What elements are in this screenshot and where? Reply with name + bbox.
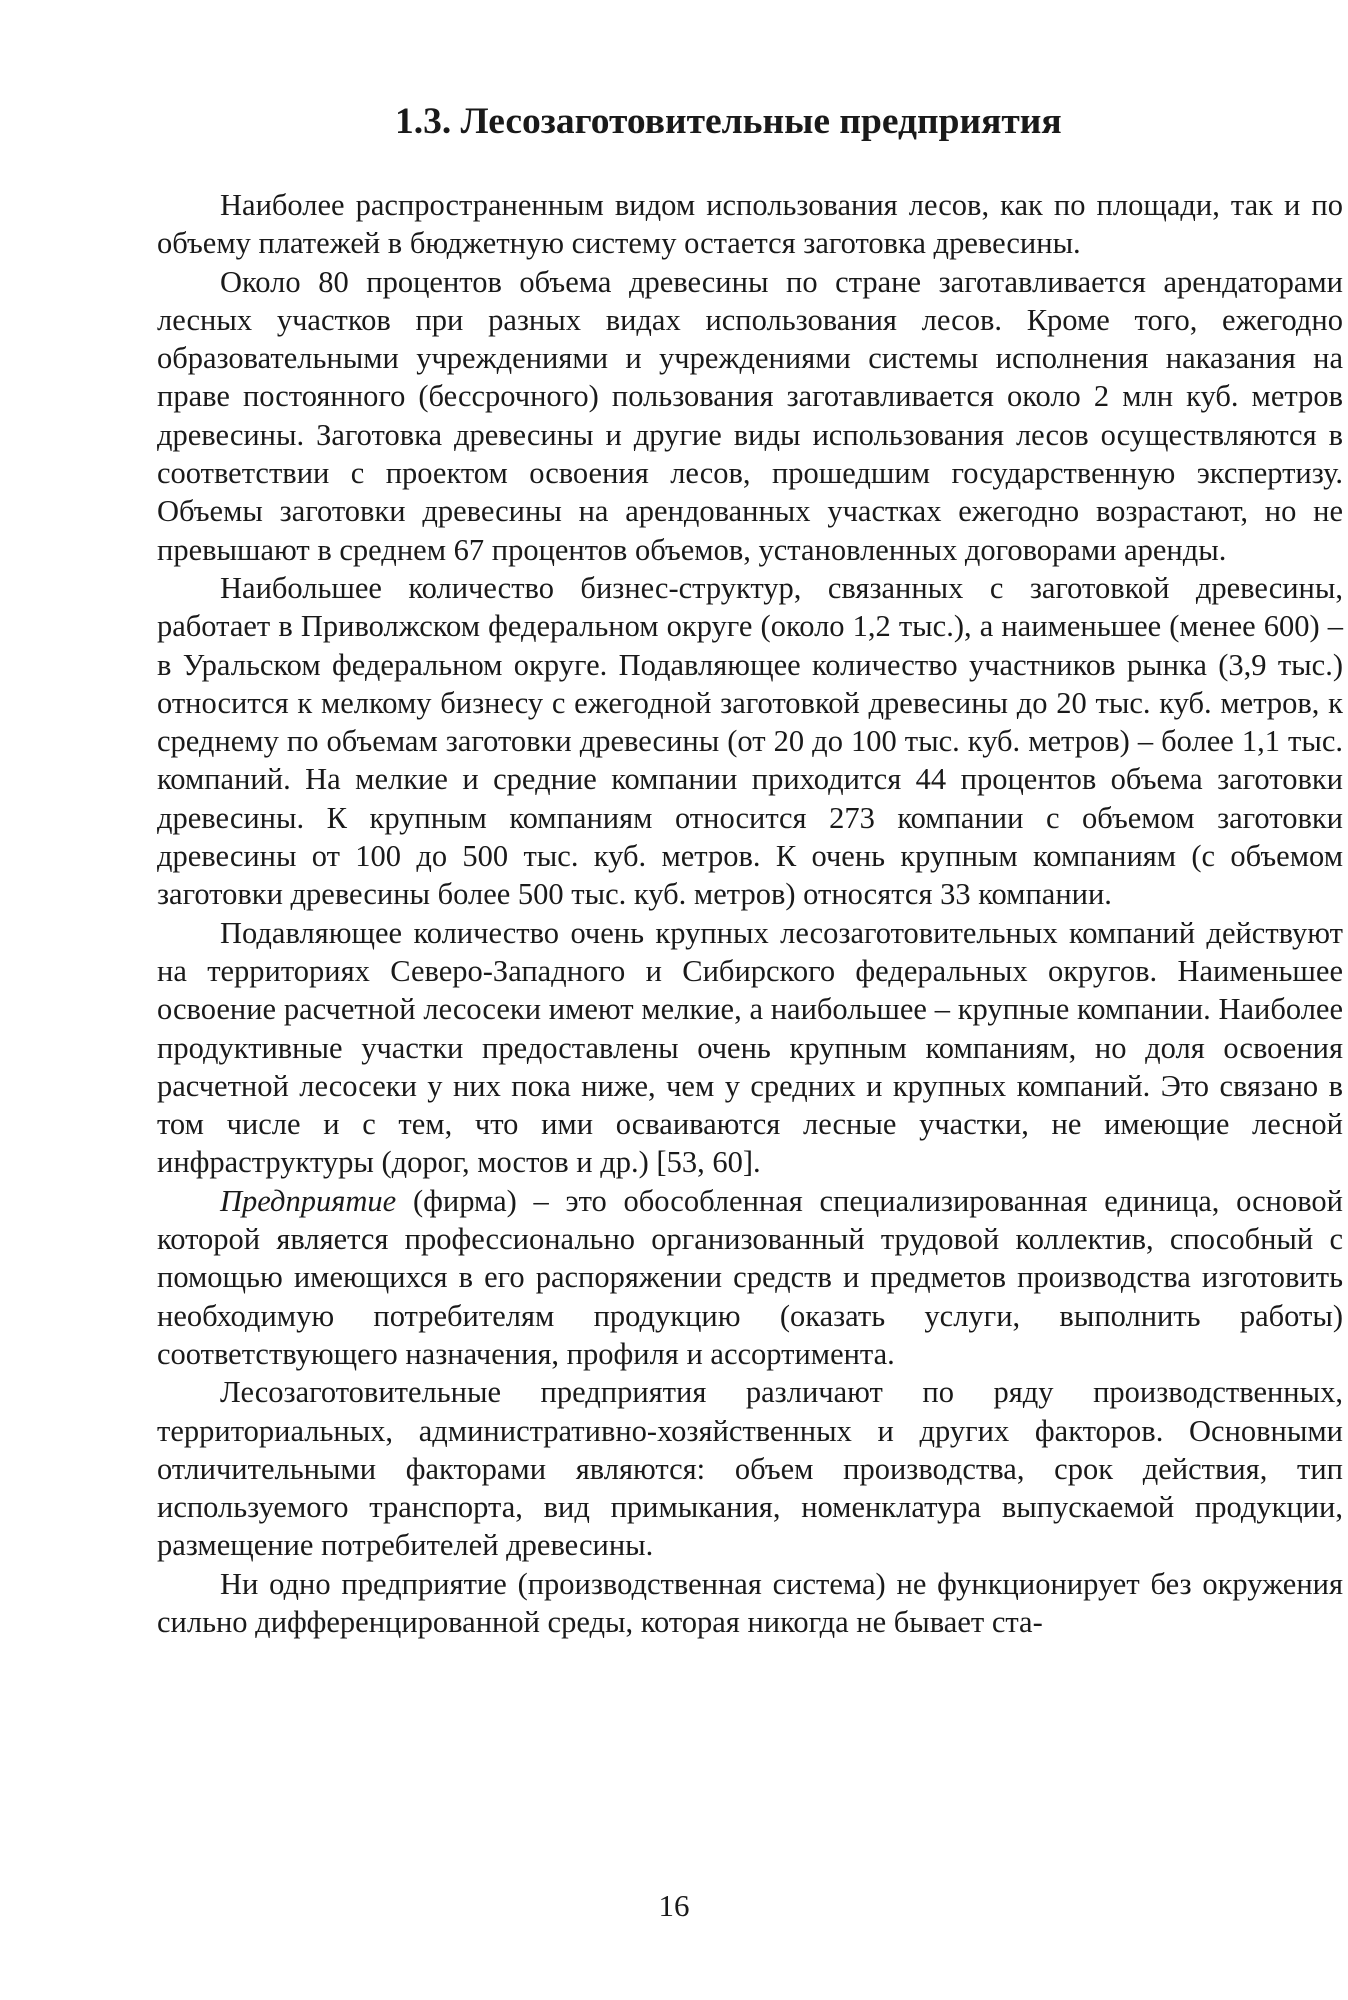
paragraph-2: Около 80 процентов объема древесины по стране заготавливается арендаторами лесных участков при разных видах использования лесов. Кроме того, ежегодно образовательными учреждениями и учреждениями системы исполнения наказания на праве постоянного (бессрочного) пользования заготавливается около 2 млн куб. метров древесины. Заготовка древесины и другие виды использования лесов осуществляются в соответствии с проектом освоения лесов, прошедшим государственную экспертизу. Объемы заготовки древесины на арендованных участках ежегодно возрастают, но не превышают в среднем 67 процентов объемов, установленных договорами аренды.	[157, 264, 1343, 567]
document-page	[157, 98, 1343, 1641]
paragraph-6: Лесозаготовительные предприятия различают по ряду производственных, территориальных, административно-хозяйственных и других факторов. Основными отличительными факторами являются: объем производства, срок действия, тип используемого транспорта, вид примыкания, номенклатура выпускаемой продукции, размещение потребителей древесины.	[157, 1375, 1343, 1563]
paragraph-5-text: (фирма) – это обособленная специализированная единица, основой которой является профессионально организованный трудовой коллектив, способный с помощью имеющихся в его распоряжении средств и предметов производства изготовить необходимую потребителям продукцию (оказать услуги, выполнить работы) соответствующего назначения, профиля и ассортимента.	[157, 1183, 1343, 1371]
paragraph-1: Наиболее распространенным видом использования лесов, как по площади, так и по объему платежей в бюджетную систему остается заготовка древесины.	[157, 188, 1343, 261]
page-number: 16	[658, 1888, 690, 1923]
section-heading: 1.3. Лесозаготовительные предприятия	[395, 101, 1062, 142]
paragraph-4: Подавляющее количество очень крупных лесозаготовительных компаний действуют на территориях Северо-Западного и Сибирского федеральных округов. Наименьшее освоение расчетной лесосеки имеют мелкие, а наибольшее – крупные компании. Наиболее продуктивные участки предоставлены очень крупным компаниям, но доля освоения расчетной лесосеки у них пока ниже, чем у средних и крупных компаний. Это связано в том числе и с тем, что ими осваиваются лесные участки, не имеющие лесной инфраструктуры (дорог, мостов и др.) [53, 60].	[157, 915, 1343, 1180]
paragraph-5	[157, 1182, 1343, 1373]
paragraph-7: Ни одно предприятие (производственная система) не функционирует без окружения сильно дифференцированной среды, которая никогда не бывает ста-	[157, 1566, 1343, 1639]
term-enterprise: Предприятие	[220, 1183, 397, 1218]
paragraph-3: Наибольшее количество бизнес-структур, связанных с заготовкой древесины, работает в Приволжском федеральном округе (около 1,2 тыс.), а наименьшее (менее 600) – в Уральском федеральном округе. Подавляющее количество участников рынка (3,9 тыс.) относится к мелкому бизнесу с ежегодной заготовкой древесины до 20 тыс. куб. метров, к среднему по объемам заготовки древесины (от 20 до 100 тыс. куб. метров) – более 1,1 тыс. компаний. На мелкие и средние компании приходится 44 процентов объема заготовки древесины. К крупным компаниям относится 273 компании с объемом заготовки древесины от 100 до 500 тыс. куб. метров. К очень крупным компаниям (с объемом заготовки древесины более 500 тыс. куб. метров) относятся 33 компании.	[157, 570, 1343, 912]
